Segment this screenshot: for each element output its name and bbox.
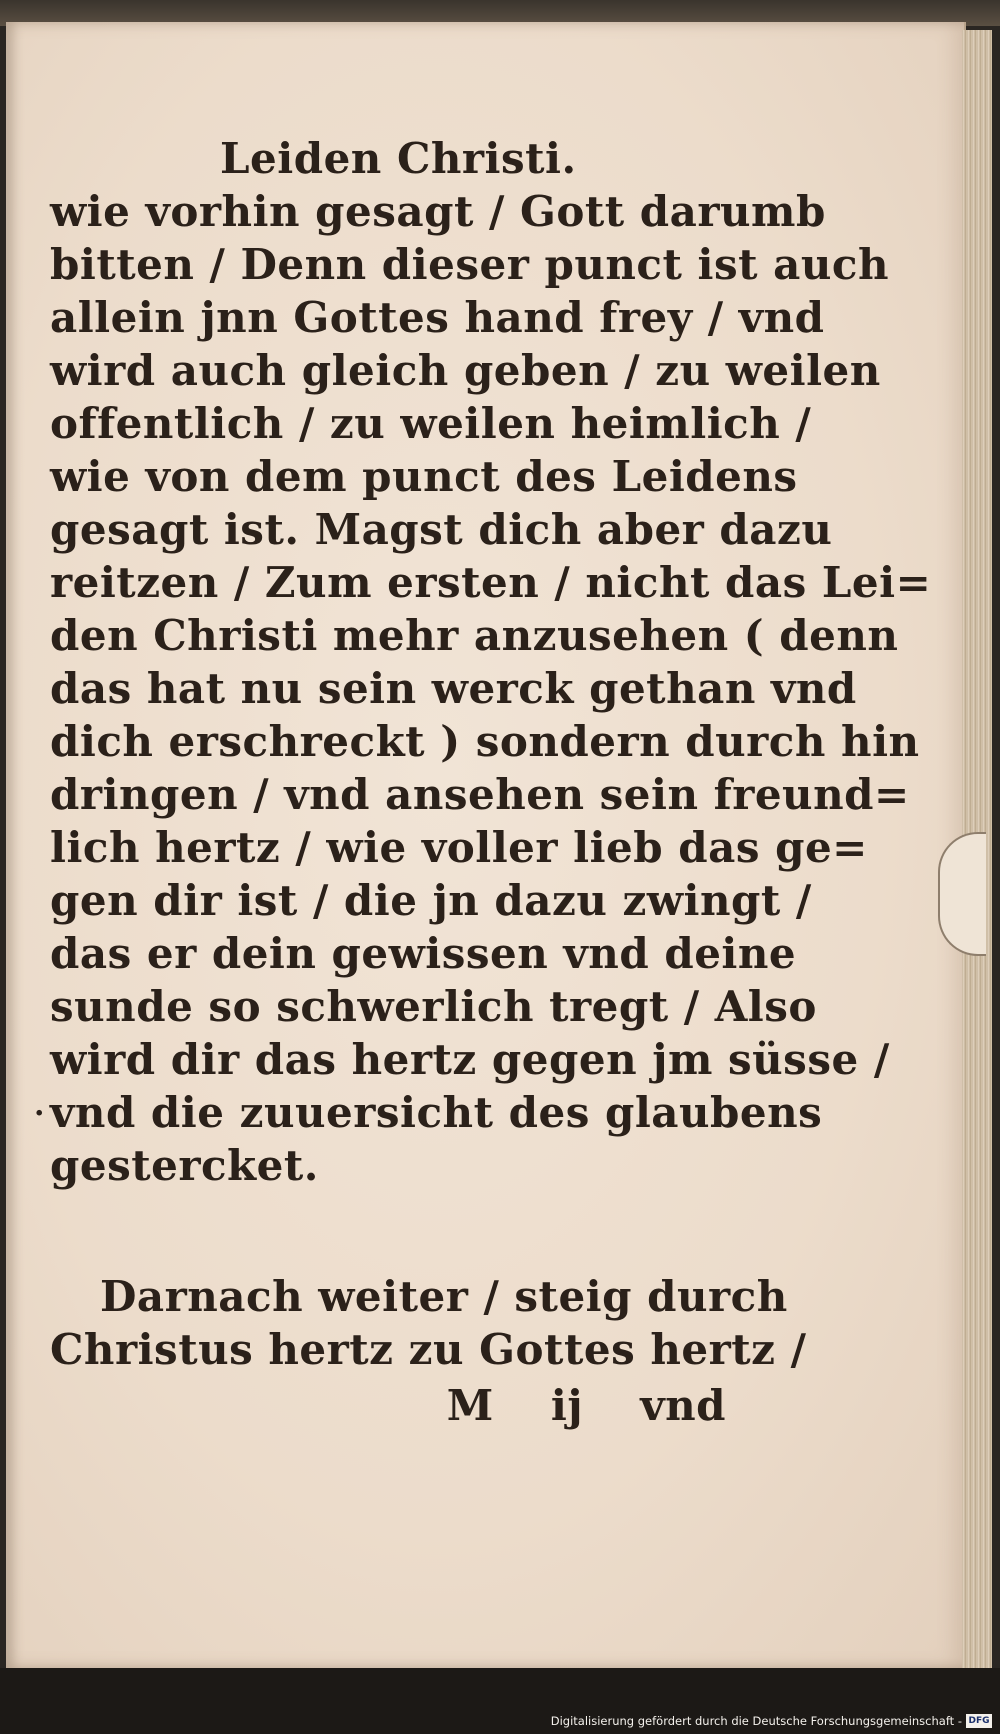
- text-line: wird dir das hertz gegen jm süsse /: [50, 1035, 890, 1084]
- running-head: Leiden Christi.: [220, 134, 577, 183]
- text-line: dich erschreckt ) sondern durch hin: [50, 717, 920, 766]
- text-line: lich hertz / wie voller lieb das ge=: [50, 823, 868, 872]
- text-line: das hat nu sein werck gethan vnd: [50, 664, 857, 713]
- margin-mark: .: [34, 1088, 45, 1123]
- text-line: gen dir ist / die jn dazu zwingt /: [50, 876, 812, 925]
- signature-catchword-line: [50, 1376, 730, 1436]
- text-line: wird auch gleich geben / zu weilen: [50, 346, 881, 395]
- paragraph-gap: [50, 1192, 730, 1270]
- text-line: dringen / vnd ansehen sein freund=: [50, 770, 910, 819]
- text-line: sunde so schwerlich tregt / Also: [50, 982, 817, 1031]
- catchword: vnd: [640, 1381, 726, 1430]
- text-line: wie vorhin gesagt / Gott darumb: [50, 187, 826, 236]
- text-line: bitten / Denn dieser punct ist auch: [50, 240, 889, 289]
- text-line: gesagt ist. Magst dich aber dazu: [50, 505, 833, 554]
- dfg-logo: DFG: [966, 1714, 992, 1728]
- text-line: wie von dem punct des Leidens: [50, 452, 798, 501]
- digitization-credit: [551, 1714, 992, 1728]
- clasp-tab: [938, 832, 986, 956]
- text-line: reitzen / Zum ersten / nicht das Lei=: [50, 558, 932, 607]
- text-line: das er dein gewissen vnd deine: [50, 929, 797, 978]
- text-line: vnd die zuuersicht des glaubens: [50, 1088, 823, 1137]
- text-line: gestercket.: [50, 1141, 319, 1190]
- text-line: Darnach weiter / steig durch: [100, 1272, 788, 1321]
- text-line: den Christi mehr anzusehen ( denn: [50, 611, 899, 660]
- text-line: offentlich / zu weilen heimlich /: [50, 399, 812, 448]
- page-text: [50, 132, 932, 1436]
- credit-text: Digitalisierung gefördert durch die Deutsche Forschungsgemeinschaft -: [550, 1714, 962, 1728]
- text-line: Christus hertz zu Gottes hertz /: [50, 1325, 807, 1374]
- signature-mark: M ij: [446, 1381, 584, 1430]
- text-line: allein jnn Gottes hand frey / vnd: [50, 293, 825, 342]
